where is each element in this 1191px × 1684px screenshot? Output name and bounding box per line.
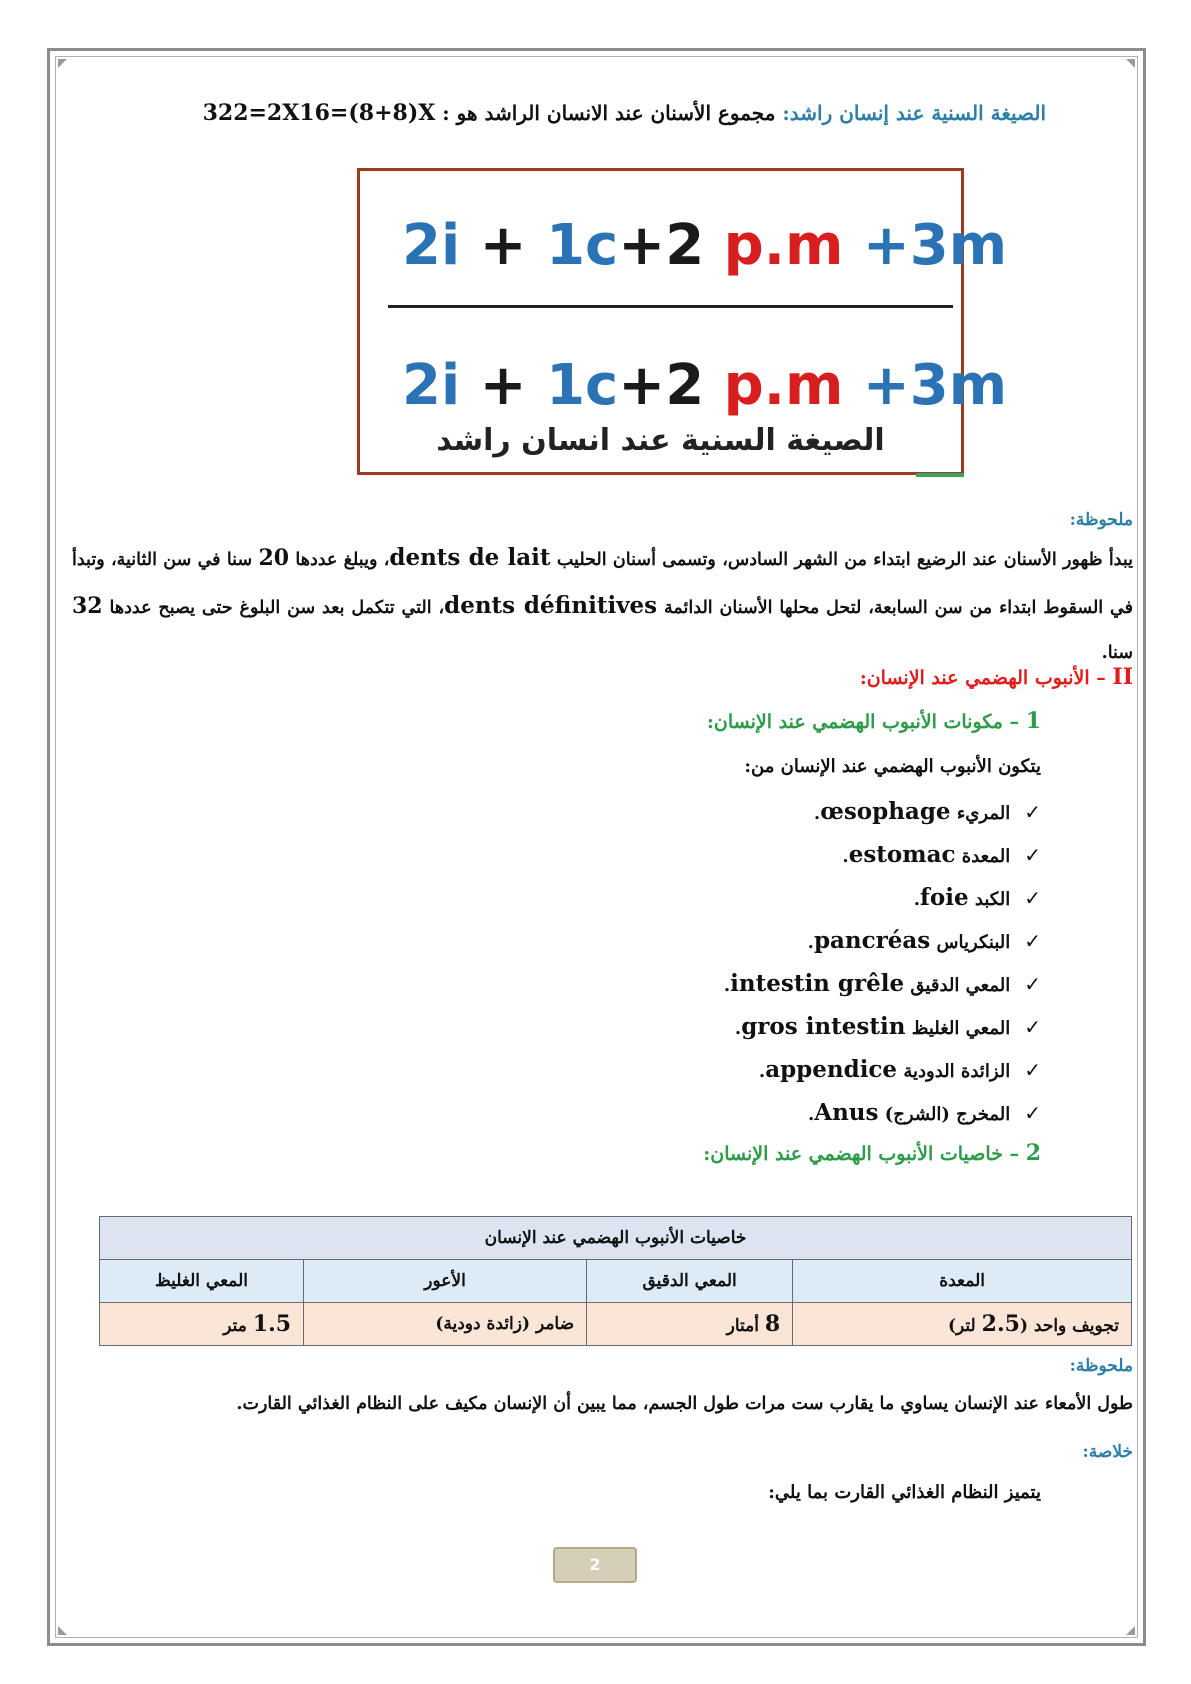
note-label: ملحوظة: [1069,1356,1133,1376]
organ-fr: œsophage [820,798,951,825]
green-accent-bar [916,473,964,477]
corner-ornament [1126,1626,1135,1635]
checkmark-icon: ✓ [1024,886,1041,910]
organ-ar: المعي الدقيق [910,975,1011,996]
teeth-development-paragraph [72,535,1133,676]
checkmark-icon: ✓ [1024,800,1041,824]
organ-fr: Anus [814,1099,879,1126]
subsection-title: – مكونات الأنبوب الهضمي عند الإنسان: [706,711,1020,733]
organ-fr: estomac [848,841,956,868]
formula-caption: الصيغة السنية عند انسان راشد [436,423,885,458]
formula-incisors: 2i [402,353,461,418]
table-row [100,1303,1132,1346]
formula-premolars: p.m [723,213,844,278]
section-heading-digestive-tube [860,664,1133,690]
cell-number: 8 [764,1311,781,1337]
organ-ar: المعدة [961,846,1011,867]
formula-molars: +3m [862,213,1008,278]
organ-ar: المعي الغليظ [911,1018,1011,1039]
formula-row-lower [402,353,1007,418]
note-label: ملحوظة: [1069,510,1133,530]
section-title: – الأنبوب الهضمي عند الإنسان: [859,667,1106,689]
intestine-length-note: طول الأمعاء عند الإنسان يساوي ما يقارب ست مرات طول الجسم، مما يبين أن الإنسان مكيف على النظام الغذائي القارت. [236,1394,1133,1414]
section-number: II [1112,664,1133,690]
formula-divider [388,305,953,308]
para-text: ، التي تتكمل بعد سن البلوغ حتى يصبح عددها [109,598,445,618]
checkmark-icon: ✓ [1024,929,1041,953]
subsection-heading-components [707,708,1041,734]
checkmark-icon: ✓ [1024,1058,1041,1082]
organ-fr: appendice [765,1056,898,1083]
list-item: ✓المريء œsophage. [813,798,1041,825]
subsection-number: 1 [1025,708,1041,734]
formula-plus: + [479,213,527,278]
dental-formula-image [357,168,1008,475]
dental-formula-heading [203,100,1046,126]
subsection-heading-properties [703,1140,1041,1166]
organ-fr: intestin grêle [730,970,905,997]
formula-pm-count: +2 [618,213,705,278]
cell-number: 1.5 [252,1311,292,1337]
sum-text: مجموع الأسنان عند الانسان الراشد هو : [442,101,776,125]
para-text: سنا. [1101,643,1133,663]
organ-ar: البنكرياس [936,932,1011,953]
sum-formula: 322=2X16=(8+8)X [202,100,436,126]
cell-text: أمتار [726,1316,765,1336]
table-caption: خاصيات الأنبوب الهضمي عند الإنسان [100,1217,1132,1260]
corner-ornament [1126,59,1135,68]
organ-ar: الكبد [974,889,1011,910]
checkmark-icon: ✓ [1024,1101,1041,1125]
checkmark-icon: ✓ [1024,1015,1041,1039]
digestive-tube-properties-table [99,1216,1132,1346]
corner-ornament [58,59,67,68]
formula-label: الصيغة السنية عند إنسان راشد: [782,101,1046,125]
formula-pm-count: +2 [618,353,705,418]
cell-text: متر [223,1316,253,1336]
column-header: المعي الدقيق [587,1260,793,1303]
column-header: المعدة [793,1260,1132,1303]
checkmark-icon: ✓ [1024,843,1041,867]
cell-text: تجويف واحد ( [1019,1316,1119,1336]
formula-premolars: p.m [723,353,844,418]
organs-list [724,790,1041,1134]
corner-ornament [58,1626,67,1635]
table-cell [100,1303,304,1346]
list-item: ✓البنكرياس pancréas. [807,927,1041,954]
conclusion-text: يتميز النظام الغذائي القارت بما يلي: [768,1482,1041,1503]
organ-ar: المخرج (الشرج) [884,1104,1011,1125]
para-text: يبدأ ظهور الأسنان عند الرضيع ابتداء من الشهر السادس، وتسمى أسنان الحليب [556,550,1134,570]
cell-text: لتر) [948,1316,982,1336]
subsection-number: 2 [1025,1140,1041,1166]
list-item: ✓المعي الدقيق intestin grêle. [723,970,1041,997]
organ-fr: foie [920,884,969,911]
para-text: سنا في سن الثانية، وتبدأ في السقوط ابتداء من سن السابعة، لتحل محلها الأسنان الدائمة [72,550,1133,618]
column-header: الأعور [304,1260,587,1303]
subsection-title: – خاصيات الأنبوب الهضمي عند الإنسان: [703,1143,1020,1165]
term-milk-teeth: dents de lait [389,544,551,571]
organ-ar: المريء [956,803,1011,824]
list-item: ✓المعدة estomac. [842,841,1041,868]
table-header-row [100,1260,1132,1303]
table-cell [304,1303,587,1346]
permanent-teeth-count: 32 [72,593,103,619]
column-header: المعي الغليظ [100,1260,304,1303]
formula-incisors: 2i [402,213,461,278]
term-permanent-teeth: dents définitives [444,592,658,619]
list-item: ✓الزائدة الدودية appendice. [758,1056,1041,1083]
table-cell [793,1303,1132,1346]
list-item: ✓المخرج (الشرج) Anus. [807,1099,1041,1126]
organ-fr: pancréas [813,927,931,954]
conclusion-label: خلاصة: [1082,1442,1133,1462]
components-intro: يتكون الأنبوب الهضمي عند الإنسان من: [744,756,1041,777]
organ-ar: الزائدة الدودية [903,1061,1011,1082]
milk-teeth-count: 20 [258,545,290,571]
cell-number: 2.5 [981,1311,1020,1337]
formula-canines: 1c [546,213,619,278]
organ-fr: gros intestin [741,1013,906,1040]
formula-canines: 1c [546,353,619,418]
list-item: ✓المعي الغليظ gros intestin. [734,1013,1041,1040]
formula-plus: + [479,353,527,418]
checkmark-icon: ✓ [1024,972,1041,996]
cell-text: ضامر (زائدة دودية) [435,1314,575,1334]
para-text: ، ويبلغ عددها [295,550,390,570]
table-cell [587,1303,793,1346]
page-number: 2 [553,1547,637,1583]
formula-row-upper [402,213,1007,278]
list-item: ✓الكبد foie. [913,884,1041,911]
formula-molars: +3m [862,353,1008,418]
